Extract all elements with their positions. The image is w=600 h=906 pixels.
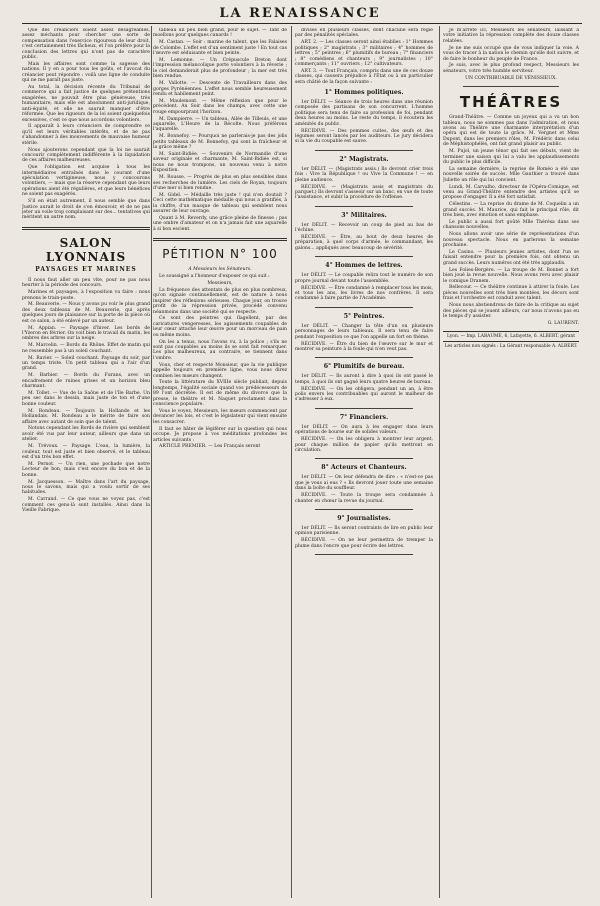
paragraph: Il faut se hâter de légiférer sur la question qui nous occupe. Je propose à vos méditations profondes les articles suivants : [153,426,287,443]
paragraph: Que l'obligation est acquise à tous les intermédiaires entraînés dans le courant d'une spéculation vertigineuse, nous y concourons volontiers, — mais que la réserve cependant que leurs opérations aient été régulières, et que leurs bénéfices ne soient pas exagérés. [22,165,150,198]
petition-address: A Messieurs les Sénateurs. [188,267,252,273]
petition-conclusion [443,28,579,74]
paragraph: Nous allons avoir une série de représentations d'un nouveau spectacle. Nous en parlerons la semaine prochaine. [443,232,579,249]
paragraph: RÉCIDIVE. — On ne leur permettra de tremper la plume dans l'encre que pour écrire des lettres. [295,538,433,549]
paragraph: 1er DÉLIT. — Ils seront contraints de lire en public leur opinion parisienne. [295,525,433,537]
paragraph: Je suis, avec le plus profond respect, Messieurs les sénateurs, votre très humble serviteur. [443,63,579,74]
column-2 [153,28,287,896]
paragraph: Notons cependant les Bords de rivière qui semblent avoir été vus par leur auteur, ailleurs que dans un atelier. [22,426,150,443]
paragraph: Vous, cher et respecté Monsieur, que la vie publique appelle toujours en première ligne, vous nous direz combien les mœurs changent. [153,362,287,379]
salon-continuation [153,28,287,232]
article-continuation [22,28,150,221]
paragraph: M. Tollet. — Vue de la Saône et de l'île Barbe. Un peu sec dans le dessin, mais juste de ton et d'une bonne couleur. [22,391,150,407]
paragraph: RÉCIDIVE. — On les obligera à montrer leur argent, pour chaque million de papier qu'ils mettront en circulation. [295,437,433,453]
section-divider [315,206,413,207]
paragraph: RÉCIDIVE. — Être du bien de l'œuvre sur le mur et montrer sa peinture à la foule qui n'en veut pas. [295,341,433,352]
section-heading: 5° Peintres. [343,312,385,320]
section-heading: 6° Plumitifs de bureau. [323,363,405,371]
paragraph: ART. 2. — Les classes seront ainsi établies : 1° Hommes politiques ; 2° magistrats ; 3° militaires ; 4° hommes de lettres ; 5° peintres ; 6° plumitifs de bureau ; 7° financiers ; 8° comédiens et chanteurs ; 9° journalistes ; 10° commerçants ; 11° ouvriers ; 12° cultivateurs. [295,40,433,67]
petition-title: PÉTITION N° 100 [162,247,278,262]
paragraph: M. Maulemont. — Même réflexion que pour le précédent. Au Soir dans les champs, avec cette une rouge empourprant l'horizon. [153,98,287,115]
section-heading: 3° Militaires. [341,211,387,219]
section-divider [315,509,413,510]
section-divider [22,227,150,230]
masthead-rule [22,23,582,24]
paragraph: M. Beauverie. — Nous y avons pu voir le plus grand des deux tableaux de M. Beauverie, qui après quelques jours de plaisance sur la porte de la pièce où est ce salon, a été enlevé par un auteur. [22,302,150,324]
paragraph: Nous ajouterons cependant que la loi ne saurait concourir complètement indifférente à la liquidation de ces affaires malheureuses. [22,147,150,164]
paragraph: M. Saint-Bidiée. — Souvenirs de Normandie d'une saveur originale et charmante, M. Saint-Bidiée est, si nous ne nous trompons, un nouveau venu à notre Exposition. [153,152,287,174]
paragraph: 1er DÉLIT. — Ils auront à dire à quoi ils ont passé le temps, à quoi ils ont gagné leurs quatre heures de bureau. [295,374,433,385]
paragraph: 1er DÉLIT. — (Magistrats assis.) Ils devront crier trois fois : Vive la République ! ou Vive la Commune ! — en pleine audience. [295,166,433,183]
paragraph: M. Dampierre. — Un tableau, Allée de Tilleuls, et une aquarelle, L'Heure de la Récolte. Nous préférons l'aquarelle. [153,116,287,133]
paragraph: M. Castan. — Soir : marine de talent, que les Falaises de Colombe. L'effet est d'un sentiment juste ! En tout cas l'œuvre est séduisante et bien peinte. [153,40,287,57]
section-divider [315,256,413,257]
paragraph: Nous nous abstiendrons de faire de la critique au sujet des pièces qui se jouent ailleurs, car nous n'avons pas eu le temps d'y assister. [443,303,579,319]
section-divider [463,86,559,87]
paragraph: RÉCIDIVE. — On les obligera, pendant un an, à être polis envers les contribuables qui auront le malheur de s'adresser à eux. [295,386,433,403]
paragraph: M. Rondeau. — Toujours la Hollande et les Hollandais. M. Rondeau a le mérite de faire son affaire avec autant de soin que de talent. [22,408,150,425]
paragraph: M. Ravier. — Soleil couchant. Paysage du soir, par un temps triste. Un petit tableau qui a l'air d'un grand. [22,355,150,372]
column-1 [22,28,150,896]
paragraph: tableau un peu bien grand, pour le sujet. — Tant de moellons pour quelques canards ! [153,28,287,39]
paragraph: M. Marcelin. — Bords du Rhône. Effet de matin qui ne ressemble pas à un soleil couchant. [22,343,150,354]
section-divider [315,458,413,459]
responsible-note: Les articles non signés : La Gérant responsable A. ALBERT. [443,341,579,349]
paragraph: M. Jacquesson. — Maître dans l'art du paysage, nous le savons, mais qui a voulu sortir de ses habitudes. [22,479,150,496]
paragraph: Bellecour. — Ce théâtre continue à attirer la foule. Les pièces nouvelles sont très bien montées, les décors sont frais et l'orchestre est conduit avec talent. [443,285,579,302]
section-divider [315,357,413,358]
paragraph: Le public a aussi fort goûté Mlle Thérésa dans ses chansons nouvelles. [443,219,579,231]
section-heading: 4° Hommes de lettres. [325,262,403,270]
column-3 [295,28,433,896]
paragraph: 1er DÉLIT. — Changer la tête d'un ou plusieurs personnages de leurs tableaux. Il sera tenu de faire pendant l'exposition ce que l'on appelle un fort en thème. [295,323,433,340]
paragraph: Je m'arrête ici, Messieurs les sénateurs, laissant à votre initiative la répression complète des douze classes relatées. [443,28,579,44]
imprint: Lyon. — Imp. LABAUME, 6, Lafayette, 6. ALBERT, gérant [443,331,579,339]
paragraph: ART. 3. — Tout Français, compris dans une de ces douze classes, qui causera préjudice à l'État ou à un particulier sera châtié de la façon suivante : [295,68,433,85]
paragraph: Le Casino. — Plusieurs jeunes artistes, dont l'un se faisait entendre pour la première fois, ont obtenu un grand succès. Leurs numéros ont été très applaudis. [443,250,579,266]
paragraph: Quant à M. Reverdy, une grâce pleine de finesse ; pas une ombre d'amateur et on n'a jamais fait une aquarelle à si bon escient. [153,216,287,232]
paragraph: M. Lemonne. — Un Crépuscule Breton dont l'impression mélancolique porte volontiers à la rêverie ; le ciel demanderait plus de profondeur ; la mer est très bien rendue. [153,58,287,80]
paragraph: 1er DÉLIT. — On leur défendra de dire : « n'est-ce pas que je vous ai eus ? » Ils devront jouer toute une semaine dans la boîte du souffleur. [295,475,433,492]
petition-intro: Le soussigné a l'honneur d'exposer ce qui suit : [159,274,270,280]
section-divider [315,307,413,308]
salon-article [22,278,150,514]
paragraph: M. Pujol, un jeune ténor qui fait ses débuts, vient de terminer une saison qui lui a valu les applaudissements du public le plus difficile. [443,149,579,165]
salon-subtitle: PAYSAGES ET MARINES [35,265,137,273]
petition-continuation [295,28,433,85]
column-4 [443,28,579,896]
paragraph: Mais les affaires sont comme la sagesse des nations. Il y en a pour tous les goûts, et l'avocat du créancier peut répondre : voilà une ligne de conduite qui ne me paraît pas juste. [22,61,150,84]
paragraph: M. Appian. — Paysage d'hiver. Les bords de l'Yzeron en février. On voit bien le travail du matin, les ombres des arbres sur la neige. [22,325,150,342]
paragraph: RÉCIDIVE. — Des pommes cuites, des œufs et des légumes seront lancés par les auditeurs. Le jury décidera si la vie du coupable est sauve. [295,128,433,145]
paragraph: M. Bonnefoy. — Pourquoi ne parlerais-je pas des jolis petits tableaux de M. Bonnefoy, qui sont la fraîcheur et la grâce même ? [153,134,287,151]
paragraph: Ce sont des peintres qui flagellent, par des caricatures vengeresses, les agissements coupables de leur cœur attaché leur œuvre pour un morceau de pain ou même moins. [153,316,287,338]
paragraph: M. Rousse. — Progrès de plus en plus sensibles dans ses recherches de lumière. Les ciels de Royan, toujours d'une mer si bien rendue. [153,175,287,191]
section-divider [315,408,413,409]
paragraph: Je ne me suis occupé que de vous indiquer la voie. A vous de tracer à la nation le chemin qu'elle doit suivre, et de faire le bonheur du peuple de France. [443,45,579,62]
paragraph: Grand-Théâtre. — Comme un joyeux qui a vu un bon tableau, nous ne sommes pas dans l'admiration, et nous avons au Théâtre une charmante interprétation d'un opéra qui est de toute la grâce. M. Vergnet et Mme Dupont, dans les premiers rôles, M. Frédéric dans celui de Méphistophélès, ont fait grand plaisir au public. [443,115,579,148]
paragraph: Il nous faut aller un peu vite, pour ne pas nous heurter à la période des concours. [22,277,150,289]
paragraph: Il apparaît à leurs créanciers de comprendre ce qu'il est leurs véritables intérêts, et de ne pas s'abandonner à des mouvements de mauvaise humeur stérile. [22,124,150,146]
paragraph: Lundi, M. Carvalho, directeur de l'Opéra-Comique, est venu au Grand-Théâtre entendre des artistes qu'il se propose d'engager. Il a été fort satisfait. [443,184,579,201]
paragraph: RÉCIDIVE. — (Magistrats assis et magistrats du parquet.) Ils devront s'asseoir sur un banc, en vue de toute l'assistance, et subir la procédure de l'offense. [295,184,433,201]
column-divider [291,26,292,898]
salon-title: SALON LYONNAIS [45,235,127,264]
paragraph: M. Vallotte. — Descente de Travailleurs dans des gorges Pyrénéennes. L'effet nous semble heureusement rendu et habilement peint. [153,81,287,97]
paragraph: M. Carrand. — Ce que vous ne voyez pas, c'est comment ces gens-là sont installés. Ainsi dans la Vieille Fabrique. [22,497,150,514]
section-heading: 8° Acteurs et Chanteurs. [321,464,407,472]
section-divider [153,238,287,241]
paragraph: Vous le voyez, Messieurs, les mœurs commencent par devancer les lois, et c'est le législateur qui vient ensuite les consacrer. [153,408,287,425]
theatres-title: THÉÂTRES [459,93,563,112]
paragraph: 1er DÉLIT. — Recevoir un coup de pied au bas de l'échine. [295,222,433,234]
paragraph: Toute la littérature du XVIIIe siècle publiait, depuis longtemps, l'égalité sociale quand vos prédécesseurs de 89 l'ont décrétée. Il est de même du divorce que la presse, le théâtre et M. Naquet proclament dans la conscience populaire. [153,380,287,408]
paragraph: ARTICLE PREMIER. — Les Français seront [159,444,261,450]
section-divider [315,554,413,555]
petition-salutation: Messieurs, [207,281,233,287]
paragraph: On les a tenus, nous l'avons vu, à la police ; s'ils ne sont pas coupables au moins ils se sont fait remarquer. Les plus malheureux, au contraire, se tiennent dans l'ombre. [153,339,287,361]
paragraph: Marines et paysages, à l'exposition va faire : nous prenons le train-poste. [22,290,150,301]
theatres-article [443,115,579,319]
paragraph: 1er DÉLIT. — On aura à les engager dans leurs opérations de bourse sur de solides valeurs. [295,424,433,436]
paragraph: Au total, la décision récente du Tribunal de commerce qui a fait justice de quelques prétentions exagérées, ne pouvait être plus généreuse, très humanitaire, mais elle est absolument anti-juridique, anti-équité, et elle ne saurait manquer d'être réformée. Que les rigueurs de la loi soient quelquefois excessives, c'est ce que nous accordons volontiers. [22,85,150,123]
paragraph: M. Gidel. — Médaille très juste ! qui n'en doutait ? Ceci cette mathématique médaille qui nous a gratifiés, à la chiffre, d'un masque de tableau qui semblent nous assurer de leur ouvrage. [153,192,287,215]
paragraph: M. Barbier. — Bords du Furans, avec un encadrement de ruines grises et un horizon bleu charmant. [22,373,150,390]
paragraph: M. Trévoux. — Paysage. L'eau, la lumière, la couleur, tout est juste et bien observé, et le tableau est d'un très bon effet. [22,444,150,460]
theatres-author: G. LAURENT. [547,320,579,326]
paragraph: 1er DÉLIT. — Séance de trois heures dans une réunion composée des partisans de son concurrent. L'homme politique sera tenu de faire sa profession de foi, pendant deux heures au moins. Le reste du temps, il écoutera les aménités du public. [295,100,433,127]
paragraph: La semaine dernière, la reprise de Roméo a été une nouvelle soirée de succès. Mlle Gauthier a trouvé dans Juliette un rôle qui lui convient. [443,166,579,183]
section-heading: 2° Magistrats. [339,155,389,163]
petition-signature: UN CONTRIBUABLE DE VÉNISSIEUX. [465,75,557,81]
section-heading: 7° Financiers. [339,413,389,421]
petition-body [153,288,287,450]
paragraph: La fréquence des attentats de plus en plus nombreux, qu'on signale continuellement, est de nature à nous inspirer des réflexions sérieuses. Chaque jour, on trouve profit de la répression privée, procédé convenu néanmoins dans une société qui se respecte. [153,287,287,315]
paragraph: S'il en était autrement, il nous semble que dans Justice aurait le droit de s'en émouvoir, et de ne pas jeter un voile trop complaisant sur des... tentatives qui méritent un autre nom. [22,199,150,221]
paragraph: RÉCIDIVE. — Être, au bout de deux heures de préparation, à quel corps d'armée, le commandant, les galons... appliqués avec beaucoup de sévérité. [295,235,433,251]
masthead: LA RENAISSANCE [219,6,381,21]
paragraph: M. Pernot. — Un rien, une pochade que notre Lecteur de bon, mais c'est encore du bon et de la bonne. [22,461,150,478]
paragraph: 1er DÉLIT. — Le coupable relira tout le numéro de son propre journal devant toute l'assemblée. [295,273,433,284]
paragraph: divisés en plusieurs classes, dont chacune sera régie par des pénalités spéciales. [295,28,433,39]
section-heading: 1° Hommes politiques. [324,89,404,97]
paragraph: RÉCIDIVE. — Être condamné à remplacer tous les mois, et tous les ans, les livres de nos confrères. Il sera condamné à faire partie de l'Académie. [295,285,433,302]
paragraph: Les Folies-Bergère. — La troupe de M. Bonnet a fort bien joué la revue nouvelle. Nous avons revu avec plaisir le comique Dranem. [443,267,579,284]
paragraph: Que des créanciers soient assez désagréables, assez méchants pour chercher une sorte de compensation dans l'exercice rigoureux de leur droit, c'est certainement très fâcheux, et l'on préfère pour la conclusion des lettres qui n'ont pas de caractère public. [22,28,150,61]
column-divider [439,26,440,898]
paragraph: Célestins. — La reprise du drame de M. Coquelin a un grand succès. M. Maurice, qui fait le principal rôle, dit très bien, avec émotion et sans emphase. [443,202,579,219]
petition-sections [295,89,433,555]
column-divider [151,26,152,898]
paragraph: RÉCIDIVE. — Toute la troupe sera condamnée à chanter en chœur la revue du journal. [295,493,433,504]
section-divider [315,150,413,151]
section-heading: 9° Journalistes. [337,514,391,522]
